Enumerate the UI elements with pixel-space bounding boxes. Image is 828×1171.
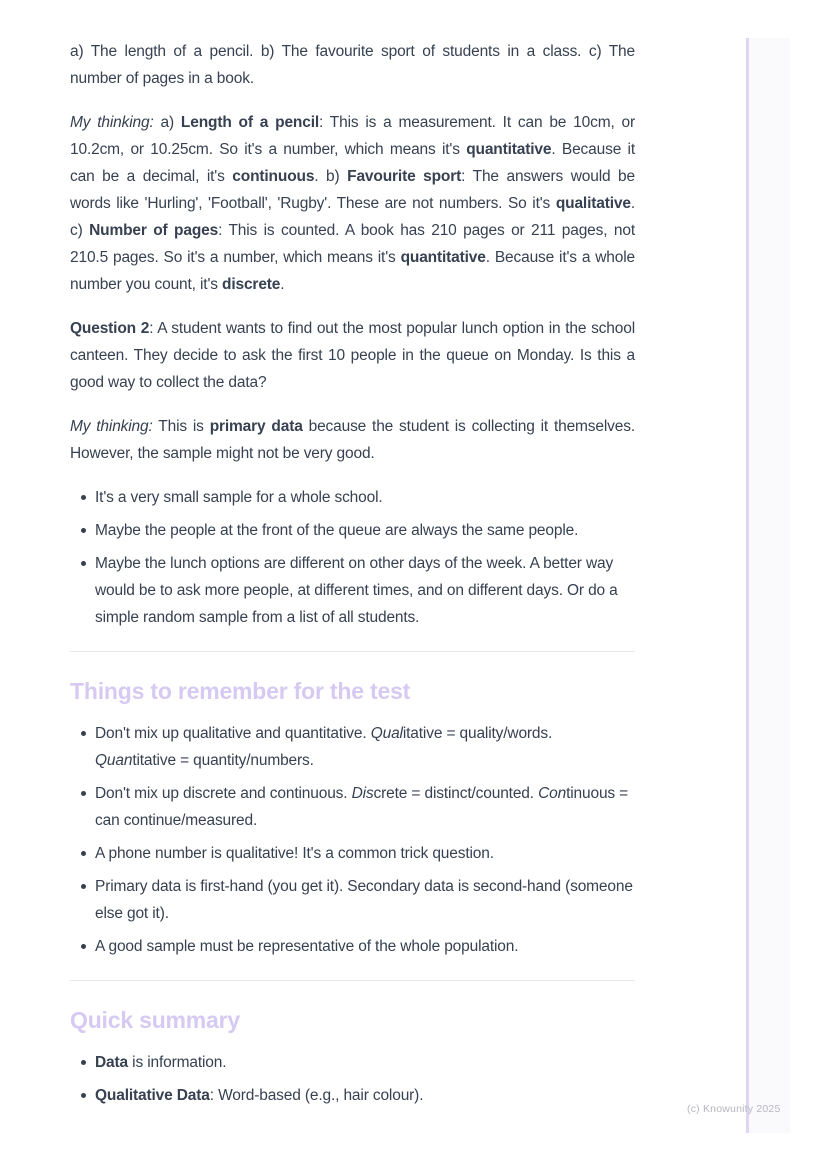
text-run: Length of a pencil xyxy=(180,114,320,131)
section-heading: Things to remember for the test xyxy=(70,678,411,704)
paragraph xyxy=(70,413,635,467)
text-run: Maybe the lunch options are different on other days of the week. A better way would be to ask more people, at different times, and on different days. Or do a simple random sample from a list of all students. xyxy=(95,555,618,626)
text-run: . b) xyxy=(314,168,348,185)
text-run: Con xyxy=(538,785,567,802)
text-run: a) xyxy=(153,114,181,131)
text-run: It's a very small sample for a whole school. xyxy=(95,489,383,506)
paragraph xyxy=(70,315,635,396)
text-run: is information. xyxy=(128,1054,227,1071)
list-item xyxy=(70,484,635,511)
paragraph xyxy=(70,109,635,298)
page-margin-rule xyxy=(746,38,749,1133)
text-run: . xyxy=(280,276,285,293)
text-run: a) The length of a pencil. b) The favourite sport of students in a class. c) The number of pages in a book. xyxy=(70,43,635,87)
text-run: A phone number is qualitative! It's a common trick question. xyxy=(95,845,494,862)
list-item xyxy=(70,840,635,867)
text-run: crete = distinct/counted. xyxy=(373,785,539,802)
text-run: : A student wants to find out the most popular lunch option in the school canteen. They decide to ask the first 10 people in the queue on Monday. Is this a good way to collect the data? xyxy=(70,320,635,391)
text-run: A good sample must be representative of the whole population. xyxy=(95,938,519,955)
text-run: Dis xyxy=(351,785,374,802)
list-item xyxy=(70,780,635,834)
list-item xyxy=(70,933,635,960)
text-run: qualitative xyxy=(555,195,631,212)
bullet-list xyxy=(70,1049,635,1109)
text-run: because the student is collecting it themselves. However, the sample might not be very good. xyxy=(70,418,635,462)
text-run: Don't mix up discrete and continuous. xyxy=(95,785,352,802)
text-run: itative = quality/words. xyxy=(402,725,553,742)
text-run: Favourite sport xyxy=(347,168,462,185)
text-run: Maybe the people at the front of the queue are always the same people. xyxy=(95,522,579,539)
copyright-watermark: (c) Knowunity 2025 xyxy=(687,1103,781,1115)
text-run: Quan xyxy=(95,752,133,769)
bullet-list xyxy=(70,484,635,631)
text-run: titative = quantity/numbers. xyxy=(132,752,314,769)
text-run: : The answers would be words like 'Hurling', 'Football', 'Rugby'. These are not numbers. So it's xyxy=(70,168,636,212)
text-run: Don't mix up qualitative and quantitative. xyxy=(95,725,371,742)
text-run: Question 2 xyxy=(70,320,150,337)
text-run: Qual xyxy=(370,725,403,742)
text-run: Qualitative Data xyxy=(95,1087,210,1104)
list-item xyxy=(70,517,635,544)
text-run: . Because it's a whole number you count, it's xyxy=(70,249,635,293)
text-run: : Word-based (e.g., hair colour). xyxy=(209,1087,424,1104)
section-heading: Quick summary xyxy=(70,1007,240,1033)
text-run: This is xyxy=(152,418,210,435)
text-run: My thinking: xyxy=(70,418,153,435)
text-run: continuous xyxy=(232,168,315,185)
section-divider xyxy=(70,651,635,652)
text-run: . Because it can be a decimal, it's xyxy=(70,141,635,185)
text-run: : This is a measurement. It can be 10cm, or 10.2cm, or 10.25cm. So it's a number, which means it's xyxy=(70,114,635,158)
note-content xyxy=(70,0,635,1126)
text-run: Primary data is first-hand (you get it). Secondary data is second-hand (someone else got it). xyxy=(95,878,633,922)
text-run: primary data xyxy=(209,418,303,435)
text-run: Number of pages xyxy=(89,222,219,239)
text-run: . c) xyxy=(70,195,635,239)
text-run: quantitative xyxy=(466,141,552,158)
list-item xyxy=(70,1049,635,1076)
section-divider xyxy=(70,980,635,981)
text-run: : This is counted. A book has 210 pages or 211 pages, not 210.5 pages. So it's a number, which means it's xyxy=(70,222,635,266)
list-item xyxy=(70,720,635,774)
list-item xyxy=(70,1082,635,1109)
page-edge-band xyxy=(749,38,790,1133)
text-run: Data xyxy=(95,1054,128,1071)
bullet-list xyxy=(70,720,635,960)
list-item xyxy=(70,873,635,927)
text-run: My thinking: xyxy=(70,114,154,131)
text-run: quantitative xyxy=(400,249,486,266)
text-run: discrete xyxy=(222,276,281,293)
text-run: tinuous = can continue/measured. xyxy=(95,785,629,829)
list-item xyxy=(70,550,635,631)
paragraph xyxy=(70,38,635,92)
